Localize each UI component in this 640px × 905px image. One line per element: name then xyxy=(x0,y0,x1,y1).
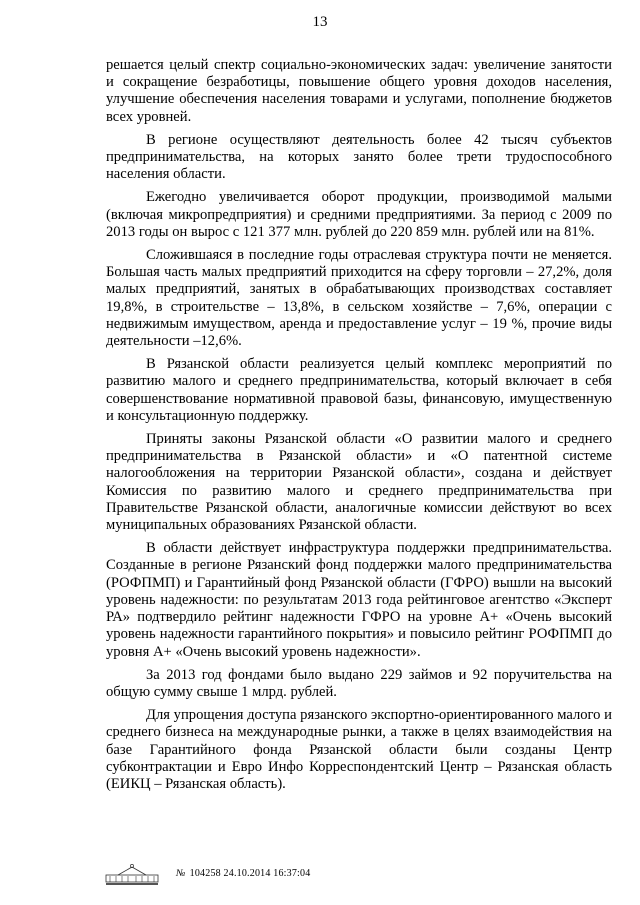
paragraph: В регионе осуществляют деятельность более 42 тысяч субъектов предпринимательства, на которых занято более трети трудоспособного населения области. xyxy=(106,131,612,183)
stamp-text xyxy=(176,868,310,879)
paragraph: Приняты законы Рязанской области «О развитии малого и среднего предпринимательства в Рязанской области» и «О патентной системе налогообложения на территории Рязанской области», создана и действует Комиссия по развитию малого и среднего предпринимательства при Правительстве Рязанской области, аналогичные комиссии действуют во всех муниципальных образованиях Рязанской области. xyxy=(106,431,612,534)
document-body xyxy=(106,57,612,799)
paragraph: В области действует инфраструктура поддержки предпринимательства. Созданные в регионе Рязанский фонд поддержки малого предпринимательства (РОФПМП) и Гарантийный фонд Рязанской области (ГФРО) вышли на высокий уровень надежности: по результатам 2013 года рейтинговое агентство «Эксперт РА» подтвердило рейтинг надежности ГФРО на уровне А+ «Очень высокий уровень надежности гарантийного покрытия» и повысило рейтинг РОФПМП до уровня А+ «Очень высокий уровень надежности». xyxy=(106,540,612,660)
stamp-number-date: 104258 24.10.2014 16:37:04 xyxy=(189,868,311,879)
number-sign: № xyxy=(176,868,186,879)
paragraph: За 2013 год фондами было выдано 229 займов и 92 поручительства на общую сумму свыше 1 млрд. рублей. xyxy=(106,666,612,700)
paragraph: Для упрощения доступа рязанского экспортно-ориентированного малого и среднего бизнеса на международные рынки, а также в целях взаимодействия на базе Гарантийного фонда Рязанской области были созданы Центр субконтрактации и Евро Инфо Корреспондентский Центр – Рязанская область (ЕИКЦ – Рязанская область). xyxy=(106,707,612,792)
registration-stamp xyxy=(104,862,624,886)
paragraph: Ежегодно увеличивается оборот продукции, производимой малыми (включая микропредприятия) и средними предприятиями. За период с 2009 по 2013 годы он вырос с 121 377 млн. рублей до 220 859 млн. рублей или на 81%. xyxy=(106,189,612,240)
paragraph: Сложившаяся в последние годы отраслевая структура почти не меняется. Большая часть малых предприятий приходится на сферу торговли – 27,2%, доля малых предприятий, занятых в обрабатывающих производствах составляет 19,8%, в строительстве – 13,8%, в сельском хозяйстве – 7,6%, операции с недвижимым имуществом, аренда и предоставление услуг – 19 %, прочие виды деятельности –12,6%. xyxy=(106,247,612,350)
page-number: 13 xyxy=(312,14,328,30)
paragraph: В Рязанской области реализуется целый комплекс мероприятий по развитию малого и среднего предпринимательства, который включает в себя совершенствование нормативной правовой базы, финансовую, имущественную и консультационную поддержку. xyxy=(106,356,612,424)
government-building-logo-icon xyxy=(104,862,160,886)
paragraph: решается целый спектр социально-экономических задач: увеличение занятости и сокращение безработицы, повышение общего уровня доходов населения, улучшение обеспечения населения товарами и услугами, пополнение бюджетов всех уровней. xyxy=(106,57,612,125)
